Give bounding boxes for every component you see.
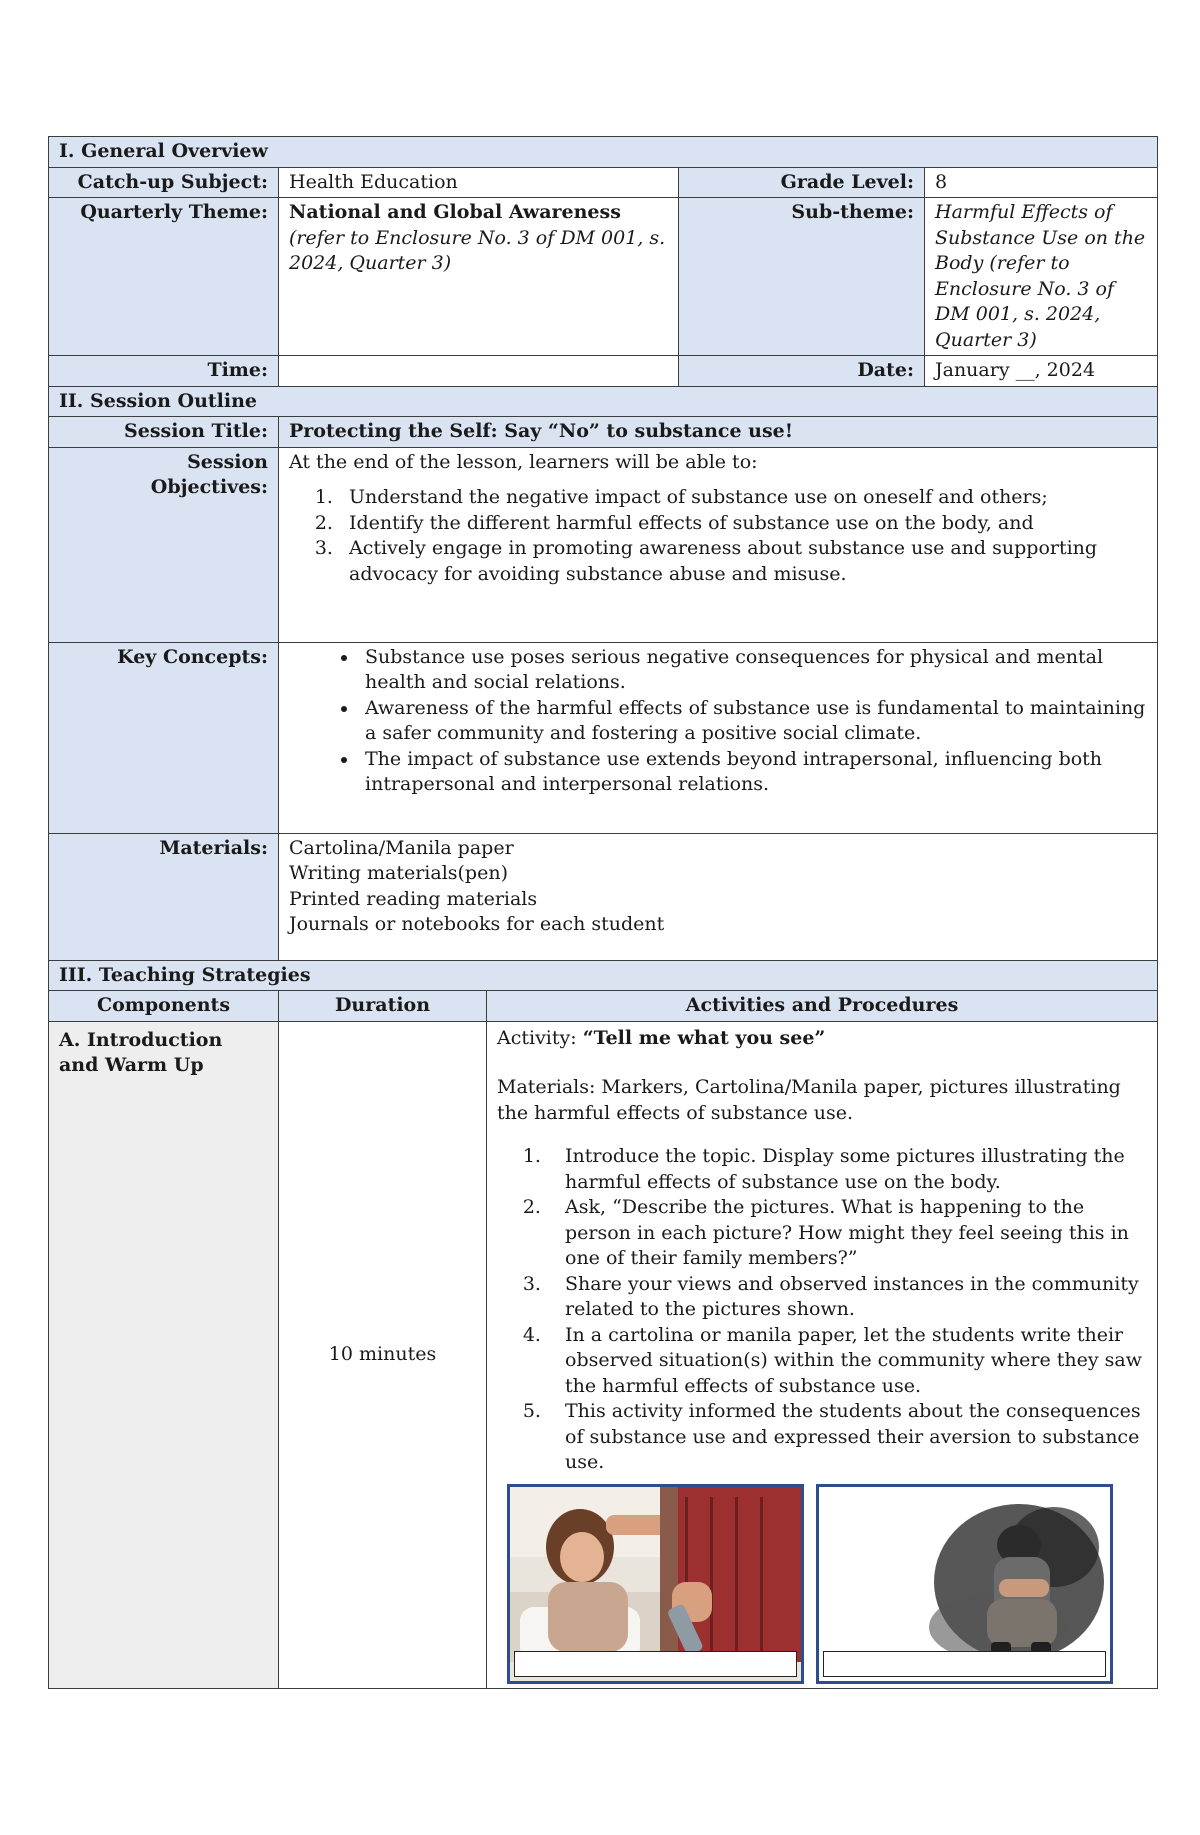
key-concepts-label: Key Concepts: [49, 642, 279, 833]
sub-theme-label: Sub-theme: [679, 198, 925, 356]
subject-row [49, 167, 1158, 198]
grade-level-value: 8 [925, 167, 1158, 198]
materials-cell [279, 833, 1158, 960]
material-item: Journals or notebooks for each student [289, 913, 665, 935]
catch-up-subject-value: Health Education [279, 167, 679, 198]
materials-row [49, 833, 1158, 960]
time-date-row [49, 356, 1158, 387]
date-label: Date: [679, 356, 925, 387]
activity-step: 2. Ask, “Describe the pictures. What is happening to the person in each picture? How might they feel seeing this in one of their family members?” [547, 1195, 1147, 1272]
general-overview-header-row [49, 137, 1158, 168]
theme-row [49, 198, 1158, 356]
objective-item: 3. Actively engage in promoting awareness about substance use and supporting advocacy for avoiding substance abuse and misuse. [339, 536, 1147, 587]
strategies-column-header-row [49, 991, 1158, 1022]
section-heading-teaching-strategies: III. Teaching Strategies [49, 960, 1158, 991]
session-objectives-row [49, 447, 1158, 642]
activity-step: 5. This activity informed the students about the consequences of substance use and expressed their aversion to substance use. [547, 1399, 1147, 1476]
session-title-label: Session Title: [49, 417, 279, 448]
column-header-activities: Activities and Procedures [487, 991, 1158, 1022]
picture-caption-2 [823, 1651, 1106, 1677]
teaching-strategies-header-row [49, 960, 1158, 991]
session-objectives-label [49, 447, 279, 642]
activity-materials: Materials: Markers, Cartolina/Manila paper, pictures illustrating the harmful effects of substance use. [497, 1076, 1121, 1124]
lesson-plan-table [48, 136, 1158, 1689]
quarterly-theme-cell [279, 198, 679, 356]
activity-line [497, 1026, 1147, 1052]
objectives-list [289, 485, 1147, 587]
duration-introduction: 10 minutes [279, 1021, 487, 1688]
session-title-row [49, 417, 1158, 448]
quarterly-theme-reference: (refer to Enclosure No. 3 of DM 001, s. 2024, Quarter 3) [289, 226, 666, 274]
date-value: January __, 2024 [925, 356, 1158, 387]
objective-item: 1. Understand the negative impact of substance use on oneself and others; [339, 485, 1147, 511]
activity-pictures [507, 1484, 1147, 1684]
column-header-duration: Duration [279, 991, 487, 1022]
session-title-value: Protecting the Self: Say “No” to substance use! [279, 417, 1158, 448]
catch-up-subject-label: Catch-up Subject: [49, 167, 279, 198]
section-heading-general-overview: I. General Overview [49, 137, 1158, 168]
session-objectives-label-line1: Session [187, 450, 268, 473]
material-item: Writing materials(pen) [289, 862, 508, 884]
time-label: Time: [49, 356, 279, 387]
activity-prefix: Activity: [497, 1026, 583, 1049]
picture-caption-1 [514, 1651, 797, 1677]
activity-step: 3. Share your views and observed instances in the community related to the pictures shown. [547, 1272, 1147, 1323]
session-objectives-label-line2: Objectives: [150, 476, 268, 498]
sub-theme-value: Harmful Effects of Substance Use on the Body (refer to Enclosure No. 3 of DM 001, s. 2024, Quarter 3) [925, 198, 1158, 356]
objectives-intro: At the end of the lesson, learners will be able to: [289, 450, 758, 473]
material-item: Cartolina/Manila paper [289, 836, 514, 859]
key-concepts-cell [279, 642, 1158, 833]
key-concepts-row [49, 642, 1158, 833]
grade-level-label: Grade Level: [679, 167, 925, 198]
column-header-components: Components [49, 991, 279, 1022]
lesson-plan-page [48, 136, 1157, 1689]
objective-item: 2. Identify the different harmful effects of substance use on the body, and [339, 511, 1147, 537]
key-concepts-list [289, 645, 1147, 798]
material-item: Printed reading materials [289, 887, 538, 910]
picture-crouching-person-image [816, 1484, 1113, 1684]
session-outline-header-row [49, 386, 1158, 417]
key-concept-item: • Substance use poses serious negative consequences for physical and mental health and social relations. [359, 645, 1147, 696]
introduction-row [49, 1021, 1158, 1688]
session-objectives-cell [279, 447, 1158, 642]
activity-title: “Tell me what you see” [582, 1026, 826, 1049]
activity-step: 1. Introduce the topic. Display some pictures illustrating the harmful effects of substance use on the body. [547, 1144, 1147, 1195]
materials-label: Materials: [49, 833, 279, 960]
time-value [279, 356, 679, 387]
activity-steps-list [497, 1144, 1147, 1476]
key-concept-item: • Awareness of the harmful effects of substance use is fundamental to maintaining a safer community and fostering a positive social climate. [359, 696, 1147, 747]
key-concept-item: • The impact of substance use extends beyond intrapersonal, influencing both intrapersonal and interpersonal relations. [359, 747, 1147, 798]
section-heading-session-outline: II. Session Outline [49, 386, 1158, 417]
component-introduction: A. Introduction and Warm Up [49, 1021, 279, 1688]
picture-distressed-woman-image [507, 1484, 804, 1684]
quarterly-theme-label: Quarterly Theme: [49, 198, 279, 356]
activities-introduction-cell [487, 1021, 1158, 1688]
quarterly-theme-value: National and Global Awareness [289, 201, 621, 223]
activity-step: 4. In a cartolina or manila paper, let the students write their observed situation(s) within the community where they saw the harmful effects of substance use. [547, 1323, 1147, 1400]
